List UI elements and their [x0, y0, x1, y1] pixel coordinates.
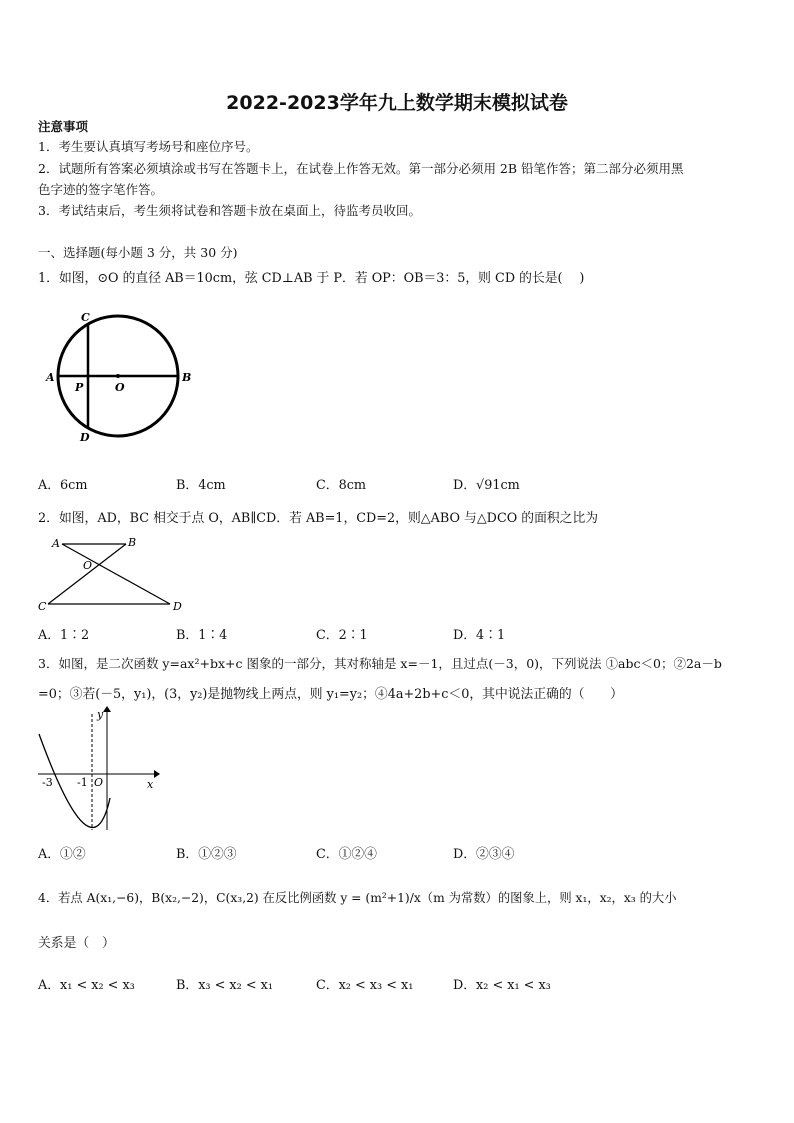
q2-option-d[interactable]: D．4∶1 [453, 628, 506, 643]
q4-option-d[interactable]: D．x₂ < x₁ < x₃ [453, 978, 551, 993]
origin-label: O [94, 776, 104, 789]
tick-label-neg3: -3 [42, 776, 53, 789]
point-label-o: O [83, 559, 93, 572]
q3-option-d[interactable]: D．②③④ [453, 847, 515, 862]
notice-item: 1．考生要认真填写考场号和座位序号。 [38, 139, 259, 154]
q1-option-d[interactable]: D．√91cm [453, 478, 520, 493]
axis-label-x: x [147, 778, 154, 791]
q4-option-a[interactable]: A．x₁ < x₂ < x₃ [38, 978, 135, 993]
point-label-b: B [128, 536, 137, 549]
question-2-text: 2．如图，AD，BC 相交于点 O，AB∥CD．若 AB=1，CD=2，则△ABO 与△DCO 的面积之比为 [38, 511, 599, 526]
circle-figure [40, 308, 200, 448]
point-label-d: D [173, 600, 182, 613]
point-label-c: C [38, 600, 47, 613]
point-label-a: A [46, 371, 55, 384]
q3-option-a[interactable]: A．①② [38, 847, 86, 862]
notice-item: 3．考试结束后，考生须将试卷和答题卡放在桌面上，待监考员收回。 [38, 203, 421, 218]
q1-option-c[interactable]: C．8cm [316, 478, 367, 493]
notice-item: 2．试题所有答案必须填涂或书写在答题卡上，在试卷上作答无效。第一部分必须用 2B 铅笔作答；第二部分必须用黑 [38, 161, 684, 176]
triangles-figure [36, 536, 186, 616]
notice-item: 色字迹的签字笔作答。 [38, 182, 164, 197]
point-label-p: P [75, 381, 84, 394]
question-1-text: 1．如图，⊙O 的直径 AB＝10cm，弦 CD⊥AB 于 P．若 OP：OB＝3：5，则 CD 的长是( ) [38, 271, 585, 286]
parabola-graph [34, 704, 164, 834]
question-4-line1: 4．若点 A(x₁,−6)，B(x₂,−2)，C(x₃,2) 在反比例函数 y = (m²+1)/x（m 为常数）的图象上，则 x₁，x₂，x₃ 的大小 [38, 891, 677, 905]
q3-option-b[interactable]: B．①②③ [176, 847, 237, 862]
notice-heading: 注意事项 [38, 119, 89, 134]
point-label-d: D [80, 431, 90, 444]
tick-label-neg1: -1 [77, 776, 88, 789]
q4-option-c[interactable]: C．x₂ < x₃ < x₁ [316, 978, 414, 993]
q2-option-a[interactable]: A．1∶2 [38, 628, 90, 643]
point-label-o: O [115, 381, 125, 394]
q3-option-c[interactable]: C．①②④ [316, 847, 377, 862]
question-3-line2: =0；③若(－5，y₁)，(3，y₂)是抛物线上两点，则 y₁=y₂；④4a+2b+c＜0，其中说法正确的（ ） [38, 687, 623, 702]
q2-option-b[interactable]: B．1∶4 [176, 628, 228, 643]
q1-option-b[interactable]: B．4cm [176, 478, 226, 493]
question-3-line1: 3．如图，是二次函数 y=ax²+bx+c 图象的一部分，其对称轴是 x=－1，且过点(－3，0)，下列说法 ①abc＜0；②2a－b [38, 656, 722, 671]
q4-option-b[interactable]: B．x₃ < x₂ < x₁ [176, 978, 273, 993]
point-label-b: B [182, 371, 192, 384]
section-heading: 一、选择题(每小题 3 分，共 30 分) [38, 245, 238, 260]
axis-label-y: y [97, 708, 104, 721]
q1-option-a[interactable]: A．6cm [38, 478, 88, 493]
page-title: 2022-2023学年九上数学期末模拟试卷 [226, 92, 568, 114]
question-4-line2: 关系是（ ） [38, 936, 115, 951]
point-label-c: C [81, 311, 90, 324]
point-label-a: A [52, 537, 60, 550]
q2-option-c[interactable]: C．2∶1 [316, 628, 368, 643]
